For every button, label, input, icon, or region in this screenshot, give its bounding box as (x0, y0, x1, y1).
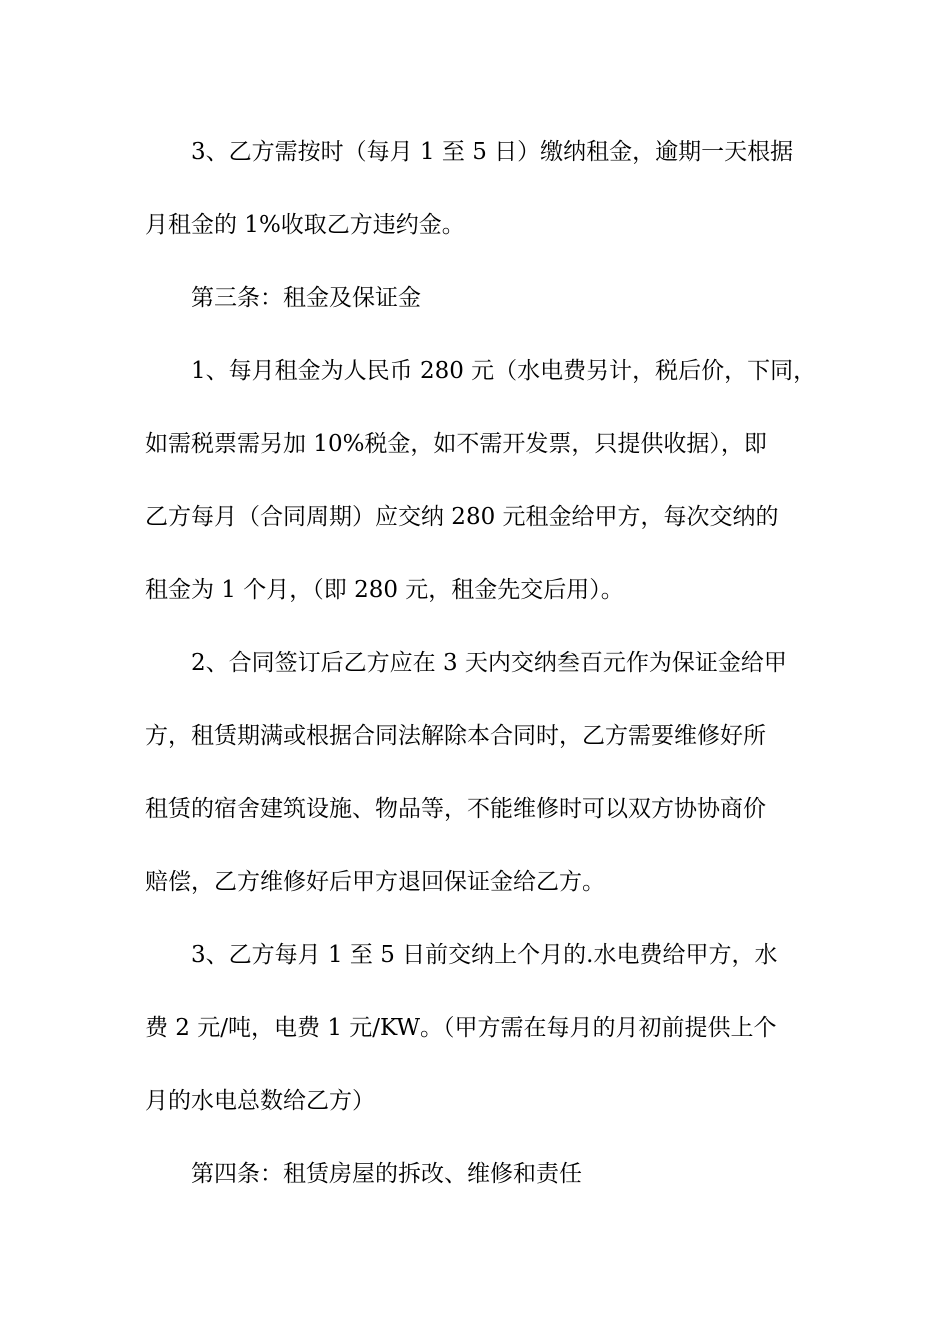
clause-3-utilities-line-1: 3、乙方每月 1 至 5 日前交纳上个月的.水电费给甲方，水 (191, 942, 778, 968)
clause-3-utilities-line-2: 费 2 元/吨，电费 1 元/KW。（甲方需在每月的月初前提供上个 (145, 1015, 777, 1041)
clause-1-monthly-rent-line-1: 1、每月租金为人民币 280 元（水电费另计，税后价，下同， (191, 358, 817, 384)
clause-2-deposit-line-3: 租赁的宿舍建筑设施、物品等，不能维修时可以双方协协商价 (145, 796, 766, 822)
clause-3-utilities-line-3: 月的水电总数给乙方） (145, 1088, 375, 1114)
clause-3-rent-payment-line-1: 3、乙方需按时（每月 1 至 5 日）缴纳租金，逾期一天根据 (191, 139, 794, 165)
clause-2-deposit-line-2: 方，租赁期满或根据合同法解除本合同时，乙方需要维修好所 (145, 723, 766, 749)
clause-2-deposit-line-1: 2、合同签订后乙方应在 3 天内交纳叁百元作为保证金给甲 (191, 650, 787, 676)
document-body (145, 128, 817, 1223)
clause-1-monthly-rent-line-2: 如需税票需另加 10%税金，如不需开发票，只提供收据），即 (145, 431, 767, 457)
article-3-heading: 第三条：租金及保证金 (191, 285, 421, 311)
clause-1-monthly-rent-line-3: 乙方每月（合同周期）应交纳 280 元租金给甲方，每次交纳的 (145, 504, 779, 530)
clause-1-monthly-rent-line-4: 租金为 1 个月，（即 280 元，租金先交后用）。 (145, 577, 624, 603)
clause-3-rent-payment-line-2: 月租金的 1%收取乙方违约金。 (145, 212, 465, 238)
article-4-heading: 第四条：租赁房屋的拆改、维修和责任 (191, 1161, 582, 1187)
clause-2-deposit-line-4: 赔偿，乙方维修好后甲方退回保证金给乙方。 (145, 869, 605, 895)
